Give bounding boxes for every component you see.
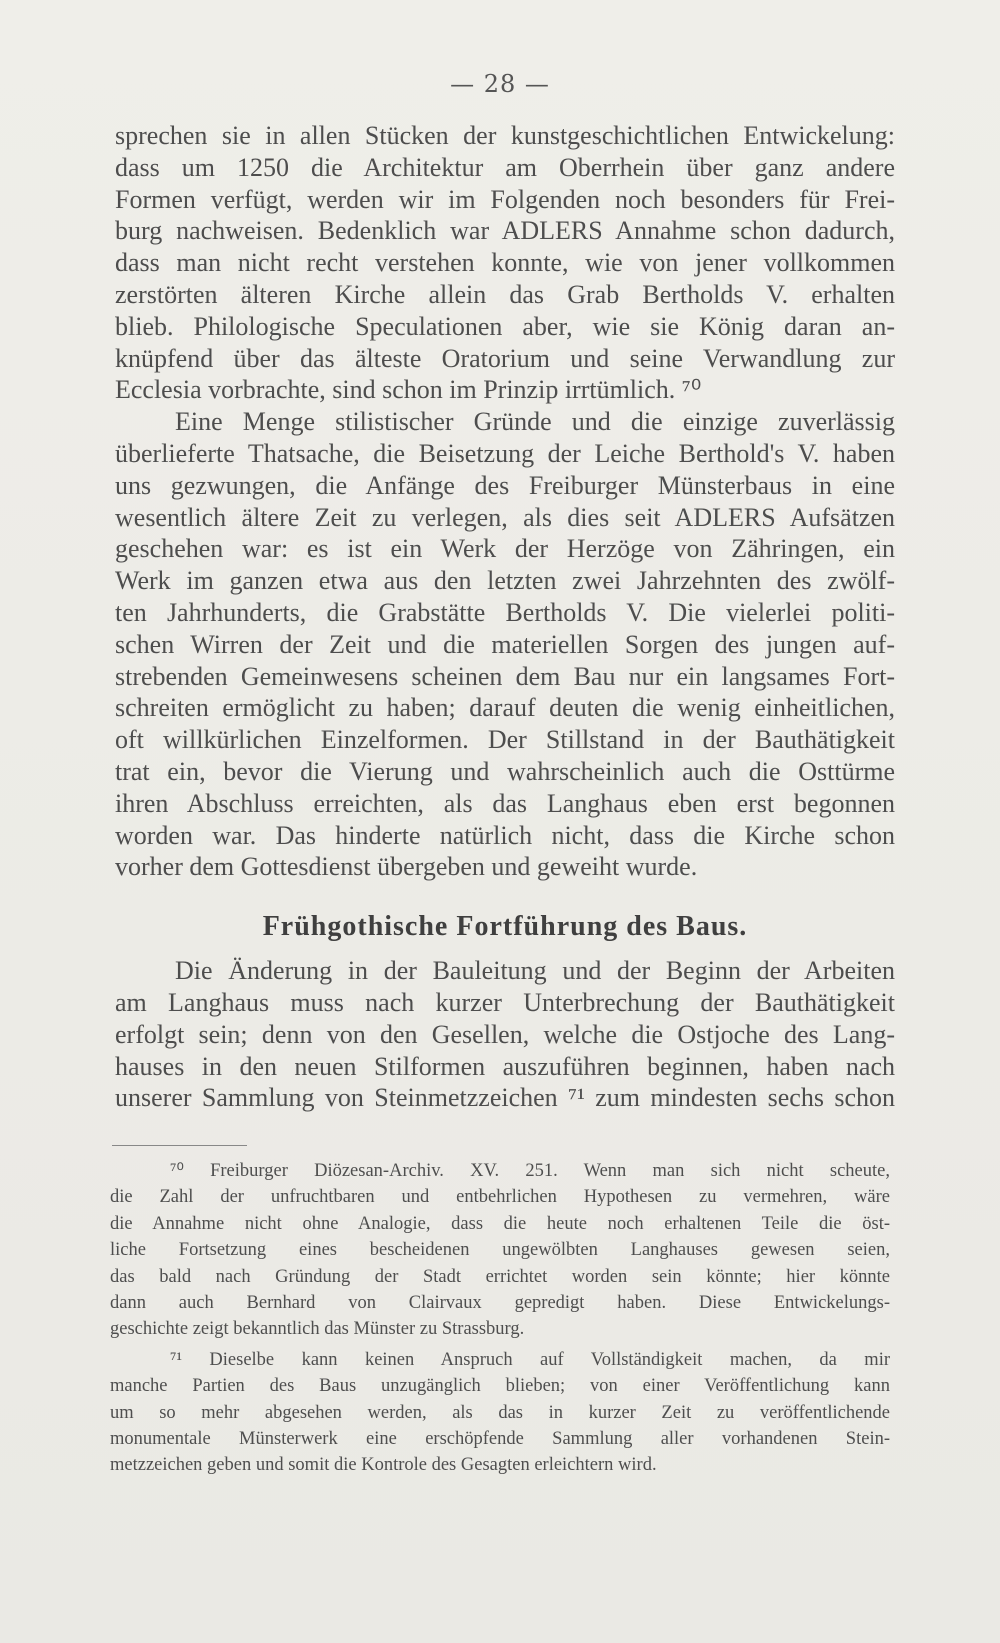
text-line: worden war. Das hinderte natürlich nicht, dass die Kirche schon xyxy=(115,820,895,850)
footnote-line: die Annahme nicht ohne Analogie, dass die heute noch erhaltenen Teile die öst- xyxy=(110,1213,890,1234)
text-line: knüpfend über das älteste Oratorium und seine Verwandlung zur xyxy=(115,343,895,373)
footnote-line: um so mehr abgesehen werden, als das in kurzer Zeit zu veröffentlichende xyxy=(110,1402,890,1423)
footnote-70 xyxy=(110,1158,890,1343)
footnote-line: monumentale Münsterwerk eine erschöpfende Sammlung aller vorhandenen Stein- xyxy=(110,1428,890,1449)
text-line: ihren Abschluss erreichten, als das Langhaus eben erst begonnen xyxy=(115,788,895,818)
section-heading: Frühgothische Fortführung des Baus. xyxy=(262,911,748,943)
text-line: schreiten ermöglicht zu haben; darauf deuten die wenig einheitlichen, xyxy=(115,693,895,723)
main-text xyxy=(115,120,895,1114)
footnote-line: manche Partien des Baus unzugänglich blieben; von einer Veröffentlichung kann xyxy=(110,1376,890,1397)
text-line: Eine Menge stilistischer Gründe und die einzige zuverlässig xyxy=(175,407,895,437)
text-line: am Langhaus muss nach kurzer Unterbrechung der Bauthätigkeit xyxy=(115,987,895,1017)
paragraph xyxy=(115,406,895,883)
text-line: blieb. Philologische Speculationen aber, wie sie König daran an- xyxy=(115,311,895,341)
text-line: oft willkürlichen Einzelformen. Der Stillstand in der Bauthätigkeit xyxy=(115,725,895,755)
text-line: Ecclesia vorbrachte, sind schon im Prinzip irrtümlich. ⁷⁰ xyxy=(115,375,702,405)
text-line: Formen verfügt, werden wir im Folgenden noch besonders für Frei- xyxy=(115,184,895,214)
footnote-line: ⁷¹ Dieselbe kann keinen Anspruch auf Vollständigkeit machen, da mir xyxy=(170,1349,890,1370)
text-line: strebenden Gemeinwesens scheinen dem Bau nur ein langsames Fort- xyxy=(115,661,895,691)
text-line: ten Jahrhunderts, die Grabstätte Bertholds V. Die vielerlei politi- xyxy=(115,597,895,627)
text-line: hauses in den neuen Stilformen auszuführen beginnen, haben nach xyxy=(115,1051,895,1081)
paragraph xyxy=(115,955,895,1114)
footnote-line: die Zahl der unfruchtbaren und entbehrlichen Hypothesen zu vermehren, wäre xyxy=(110,1187,890,1208)
text-line: überlieferte Thatsache, die Beisetzung der Leiche Berthold's V. haben xyxy=(115,438,895,468)
footnote-line: geschichte zeigt bekanntlich das Münster zu Strassburg. xyxy=(110,1319,525,1340)
footnote-line: das bald nach Gründung der Stadt errichtet worden sein könnte; hier könnte xyxy=(110,1266,890,1287)
footnotes xyxy=(110,1158,890,1479)
footnote-divider xyxy=(112,1145,247,1146)
text-line: Die Änderung in der Bauleitung und der Beginn der Arbeiten xyxy=(175,956,895,986)
text-line: erfolgt sein; denn von den Gesellen, welche die Ostjoche des Lang- xyxy=(115,1019,895,1049)
footnote-line: liche Fortsetzung eines bescheidenen ungewölbten Langhauses gewesen seien, xyxy=(110,1240,890,1261)
text-line: geschehen war: es ist ein Werk der Herzöge von Zähringen, ein xyxy=(115,534,895,564)
text-line: dass man nicht recht verstehen konnte, wie von jener vollkommen xyxy=(115,248,895,278)
text-line: unserer Sammlung von Steinmetzzeichen ⁷¹ zum mindesten sechs schon xyxy=(115,1083,895,1113)
text-line: wesentlich ältere Zeit zu verlegen, als dies seit ADLERS Aufsätzen xyxy=(115,502,895,532)
footnote-line: ⁷⁰ Freiburger Diözesan-Archiv. XV. 251. Wenn man sich nicht scheute, xyxy=(170,1161,890,1181)
text-line: sprechen sie in allen Stücken der kunstgeschichtlichen Entwickelung: xyxy=(115,121,895,150)
text-line: vorher dem Gottesdienst übergeben und geweiht wurde. xyxy=(115,852,698,882)
paragraph xyxy=(115,120,895,406)
text-line: zerstörten älteren Kirche allein das Grab Bertholds V. erhalten xyxy=(115,279,895,309)
footnote-71 xyxy=(110,1347,890,1479)
text-line: Werk im ganzen etwa aus den letzten zwei Jahrzehnten des zwölf- xyxy=(115,566,895,596)
text-line: burg nachweisen. Bedenklich war ADLERS Annahme schon dadurch, xyxy=(115,216,895,246)
footnote-line: dann auch Bernhard von Clairvaux gepredigt haben. Diese Entwickelungs- xyxy=(110,1292,890,1313)
text-line: schen Wirren der Zeit und die materiellen Sorgen des jungen auf- xyxy=(115,629,895,659)
text-line: dass um 1250 die Architektur am Oberrhein über ganz andere xyxy=(115,152,895,182)
page-number: — 28 — xyxy=(450,70,550,98)
text-line: uns gezwungen, die Anfänge des Freiburger Münsterbaus in eine xyxy=(115,470,895,500)
footnote-line: metzzeichen geben und somit die Kontrole des Gesagten erleichtern wird. xyxy=(110,1455,657,1476)
text-line: trat ein, bevor die Vierung und wahrscheinlich auch die Osttürme xyxy=(115,756,895,786)
